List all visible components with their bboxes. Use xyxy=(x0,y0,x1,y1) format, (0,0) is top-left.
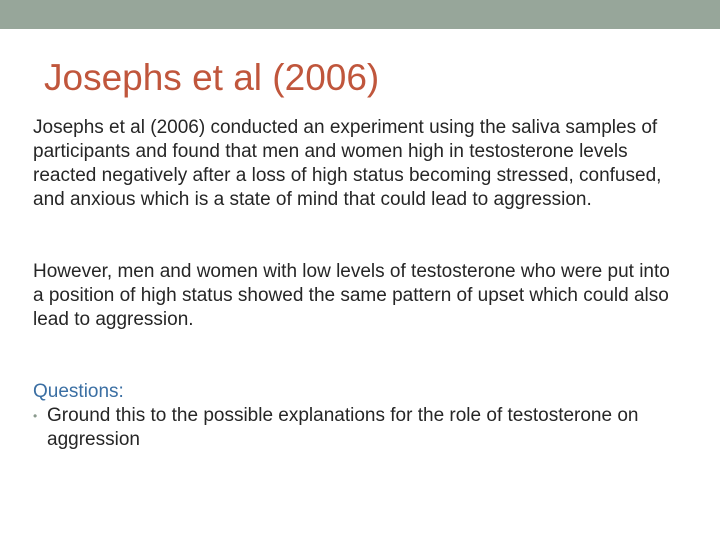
top-accent-bar xyxy=(0,0,720,29)
question-text: Ground this to the possible explanations for the role of testosterone on aggression xyxy=(47,405,639,450)
paragraph-findings xyxy=(33,116,663,212)
bullet-icon: • xyxy=(33,409,38,423)
slide-title: Josephs et al (2006) xyxy=(44,57,380,98)
paragraph-text: conducted an experiment using the saliva samples of participants and found that men and women high in testosterone levels reacted negatively after a loss of high status becoming stressed, confused, and anxious which is a state of mind that could lead to aggression. xyxy=(33,117,662,210)
question-bullet-item xyxy=(33,404,693,452)
paragraph-low-testosterone: However, men and women with low levels of testosterone who were put into a position of high status showed the same pattern of upset which could also lead to aggression. xyxy=(33,261,670,330)
questions-section xyxy=(33,380,693,452)
questions-heading: Questions: xyxy=(33,381,124,402)
slide-body xyxy=(33,116,693,452)
paragraph-lead: Josephs et al (2006) xyxy=(33,117,206,138)
